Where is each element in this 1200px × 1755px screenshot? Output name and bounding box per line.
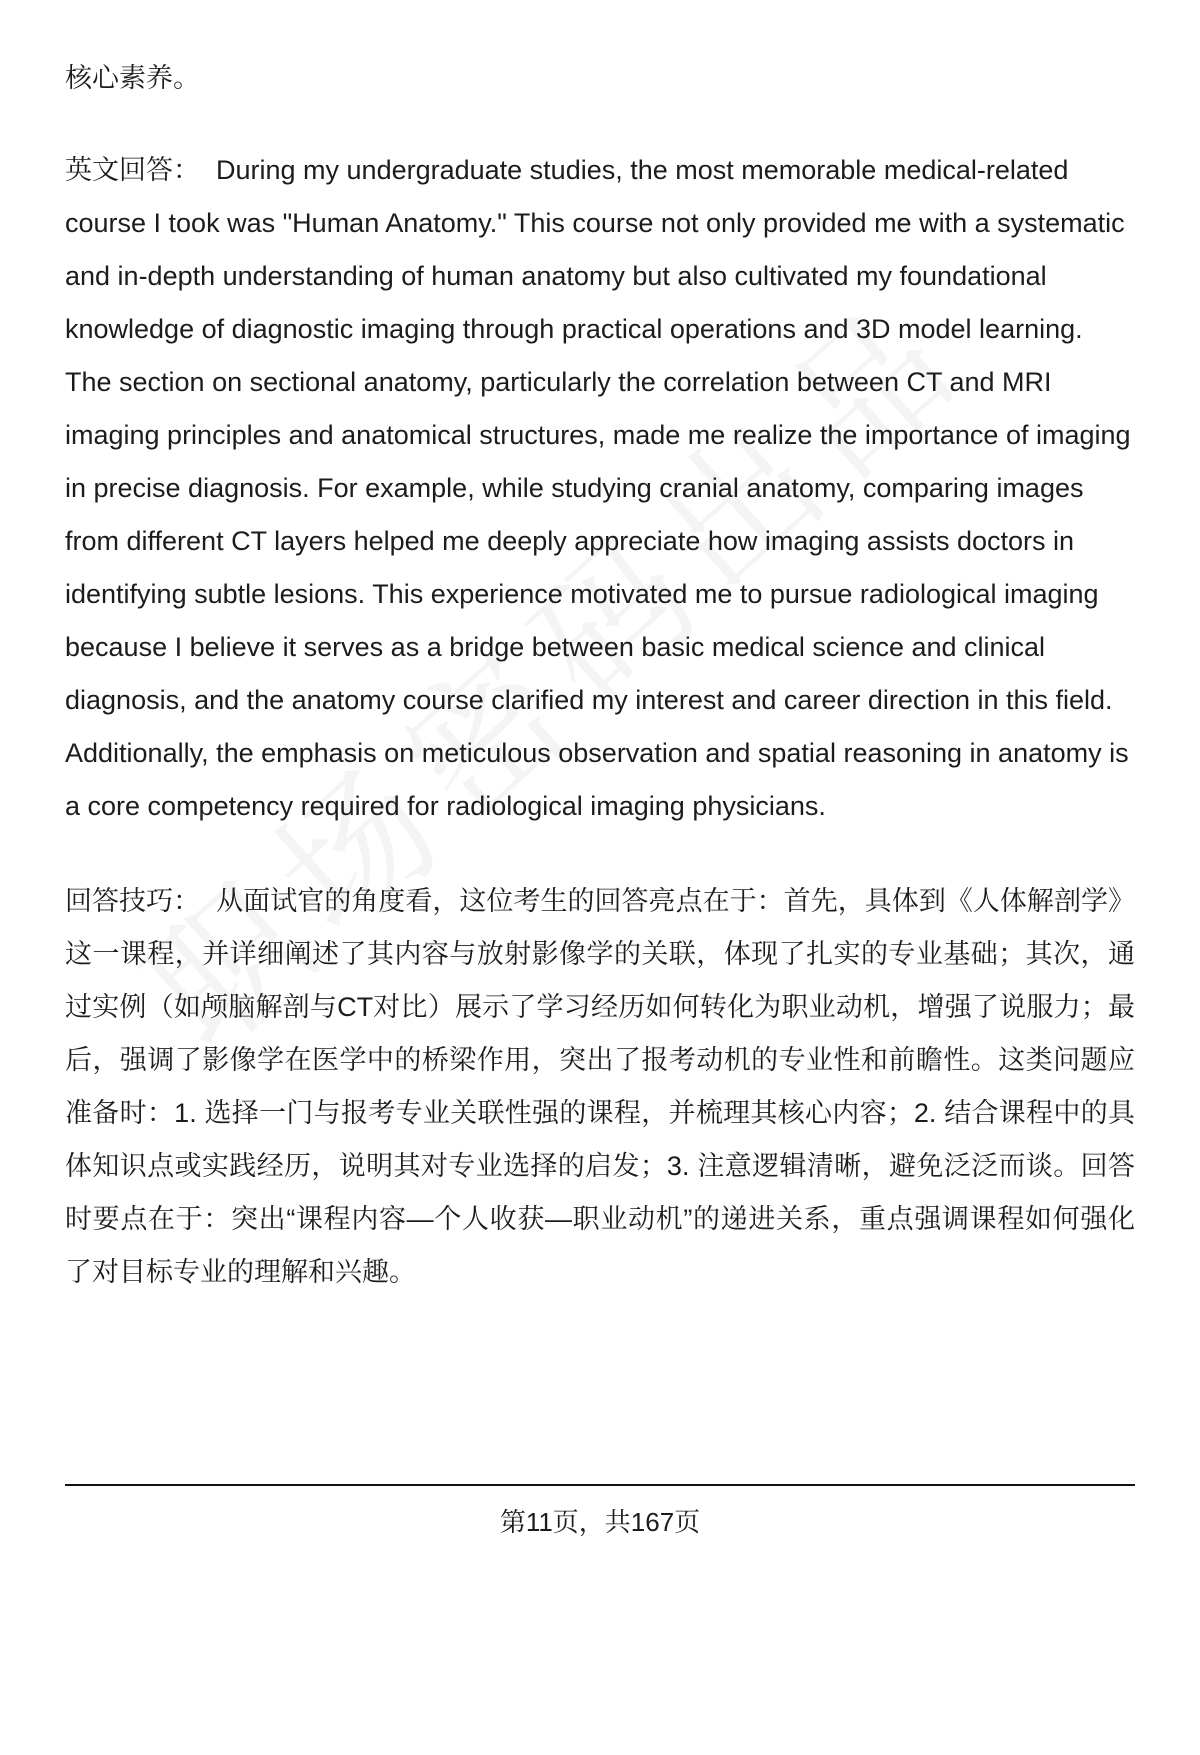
answer-tips-text: 从面试官的角度看，这位考生的回答亮点在于：首先，具体到《人体解剖学》这一课程，并详细阐述了其内容与放射影像学的关联，体现了扎实的专业基础；其次，通过实例（如颅脑解剖与CT对比）展示了学习经历如何转化为职业动机，增强了说服力；最后，强调了影像学在医学中的桥梁作用，突出了报考动机的专业性和前瞻性。这类问题应准备时：1. 选择一门与报考专业关联性强的课程，并梳理其核心内容；2. 结合课程中的具体知识点或实践经历，说明其对专业选择的启发；3. 注意逻辑清晰，避免泛泛而谈。回答时要点在于：突出“课程内容—个人收获—职业动机”的递进关系，重点强调课程如何强化了对目标专业的理解和兴趣。 — [65, 886, 1136, 1287]
paragraph-intro: 核心素养。 — [65, 63, 200, 93]
page-number: 第11页，共167页 — [499, 1507, 701, 1537]
paragraph-answer-tips — [65, 875, 1135, 1299]
english-answer-label: 英文回答： — [65, 155, 200, 185]
page-footer — [65, 1484, 1135, 1539]
paragraph-english-answer — [65, 144, 1135, 833]
answer-tips-label: 回答技巧： — [65, 886, 201, 916]
english-answer-text: During my undergraduate studies, the most memorable medical-related course I took was "Human Anatomy." This course not only provided me with a systematic and in-depth understanding of human anatomy but also cultivated my foundational knowledge of diagnostic imaging through practical operations and 3D model learning. The section on sectional anatomy, particularly the correlation between CT and MRI imaging principles and anatomical structures, made me realize the importance of imaging in precise diagnosis. For example, while studying cranial anatomy, comparing images from different CT layers helped me deeply appreciate how imaging assists doctors in identifying subtle lesions. This experience motivated me to pursue radiological imaging because I believe it serves as a bridge between basic medical science and clinical diagnosis, and the anatomy course clarified my interest and career direction in this field. Additionally, the emphasis on meticulous observation and spatial reasoning in anatomy is a core competency required for radiological imaging physicians. — [65, 155, 1131, 821]
footer-divider — [65, 1484, 1135, 1486]
